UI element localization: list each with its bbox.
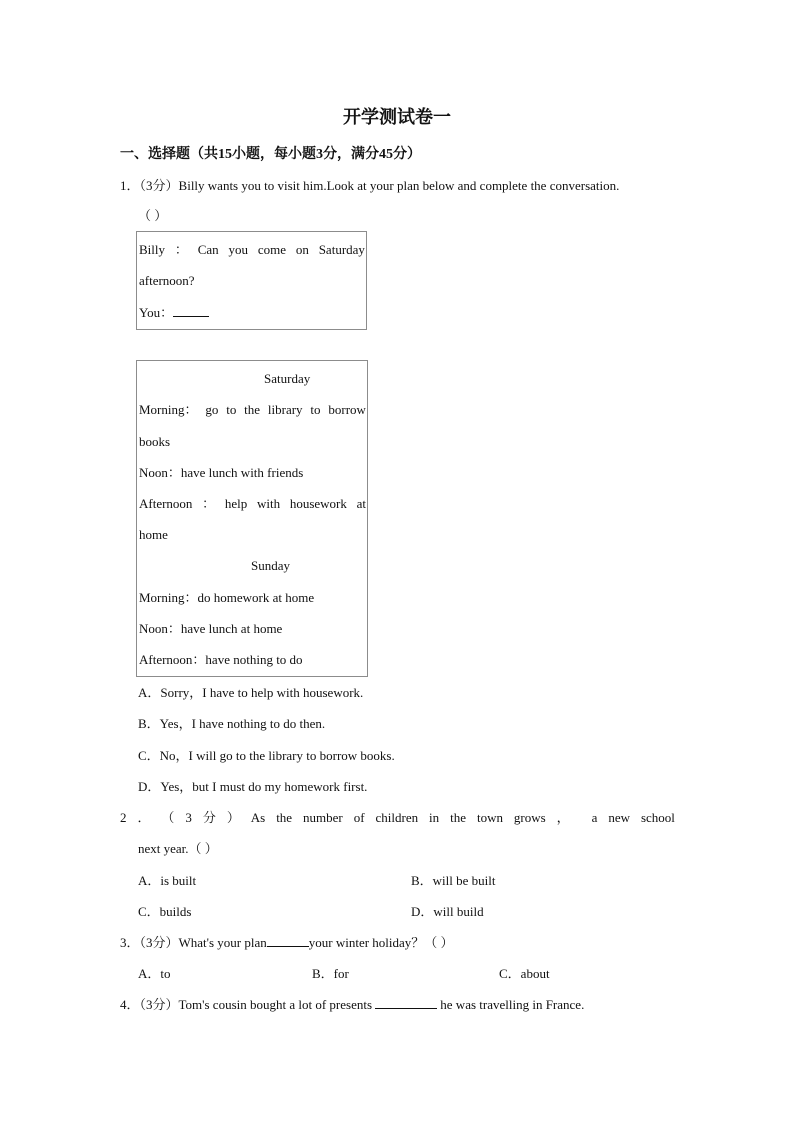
- question-number: 1．: [120, 178, 140, 193]
- plan-word: borrow: [328, 402, 366, 417]
- q2-option-b[interactable]: B．will be built: [411, 873, 496, 888]
- question-word: of: [353, 810, 365, 825]
- plan-word: to: [226, 402, 237, 417]
- q2-option-d[interactable]: D．will build: [411, 904, 484, 919]
- plan-word: help: [224, 496, 248, 511]
- saturday-morning: [139, 402, 366, 418]
- question-word: grows: [513, 810, 546, 825]
- question-word: a: [591, 810, 598, 825]
- plan-word: to: [310, 402, 321, 417]
- plan-box: [136, 360, 368, 677]
- page-title: 开学测试卷一: [343, 107, 451, 127]
- question-2-stem: [120, 810, 675, 826]
- plan-word: housework: [289, 496, 347, 511]
- dialog-line-3: You：: [139, 305, 209, 321]
- q1-option-a[interactable]: A．Sorry，I have to help with housework.: [138, 685, 364, 700]
- question-word: 分: [202, 810, 216, 825]
- q3-option-b[interactable]: B．for: [312, 966, 349, 981]
- dialog-word: Saturday: [318, 242, 365, 257]
- plan-word: the: [244, 402, 261, 417]
- dialog-word: Can: [197, 242, 219, 257]
- question-4-stem: 4．（3分）Tom's cousin bought a lot of presents he was travelling in France.: [120, 997, 585, 1012]
- question-word: town: [476, 810, 503, 825]
- question-word: new: [608, 810, 630, 825]
- dialog-line-1: [139, 242, 365, 258]
- plan-word: Morning：: [139, 402, 198, 417]
- question-word: （: [161, 810, 175, 825]
- dialog-box: [136, 231, 367, 330]
- plan-word: go: [205, 402, 219, 417]
- saturday-morning-cont: books: [139, 434, 171, 449]
- question-word: in: [429, 810, 440, 825]
- question-2-stem-cont: next year.（ ）: [138, 841, 218, 856]
- question-word: children: [375, 810, 419, 825]
- dialog-word: Billy: [139, 242, 166, 257]
- question-word: the: [450, 810, 467, 825]
- section-heading: 一、选择题（共15小题，每小题3分，满分45分）: [120, 147, 421, 162]
- plan-word: library: [267, 402, 303, 417]
- answer-blank: [375, 1008, 437, 1009]
- dialog-word: you: [228, 242, 249, 257]
- question-word: the: [276, 810, 293, 825]
- saturday-afternoon-cont: home: [139, 527, 168, 542]
- plan-word: at: [356, 496, 366, 511]
- question-text: Billy wants you to visit him.Look at your plan below and complete the conversation.: [178, 178, 620, 193]
- question-word: number: [303, 810, 343, 825]
- sunday-afternoon: Afternoon：have nothing to do: [139, 652, 303, 667]
- question-word: ．: [137, 810, 151, 825]
- q1-option-c[interactable]: C．No，I will go to the library to borrow books.: [138, 748, 395, 763]
- answer-paren: （ ）: [138, 208, 168, 223]
- saturday-noon: Noon：have lunch with friends: [139, 465, 304, 480]
- question-word: school: [640, 810, 675, 825]
- saturday-afternoon: [139, 496, 366, 512]
- sunday-morning: Morning：do homework at home: [139, 590, 315, 605]
- question-word: ）: [226, 810, 240, 825]
- saturday-heading: Saturday: [264, 371, 311, 386]
- q3-option-a[interactable]: A．to: [138, 966, 171, 981]
- question-1-stem: [120, 178, 619, 194]
- dialog-word: ：: [174, 242, 188, 257]
- dialog-word: on: [295, 242, 309, 257]
- question-word: ，: [556, 810, 570, 825]
- question-word: As: [250, 810, 266, 825]
- sunday-heading: Sunday: [251, 558, 290, 573]
- question-score: （3分）: [139, 178, 179, 193]
- plan-word: Afternoon: [139, 496, 193, 511]
- q1-option-d[interactable]: D．Yes，but I must do my homework first.: [138, 779, 368, 794]
- plan-word: with: [257, 496, 281, 511]
- q3-option-c[interactable]: C．about: [499, 966, 550, 981]
- answer-blank: [267, 946, 309, 947]
- dialog-line-2: afternoon?: [139, 273, 195, 288]
- question-word: 2: [120, 810, 127, 825]
- sunday-noon: Noon：have lunch at home: [139, 621, 283, 636]
- plan-word: ：: [202, 496, 216, 511]
- q1-option-b[interactable]: B．Yes，I have nothing to do then.: [138, 716, 326, 731]
- q2-option-c[interactable]: C．builds: [138, 904, 192, 919]
- question-word: 3: [185, 810, 192, 825]
- q2-option-a[interactable]: A．is built: [138, 873, 197, 888]
- answer-blank: [173, 316, 209, 317]
- question-3-stem: 3．（3分）What's your plan your winter holiday？（ ）: [120, 935, 454, 950]
- dialog-word: come: [257, 242, 287, 257]
